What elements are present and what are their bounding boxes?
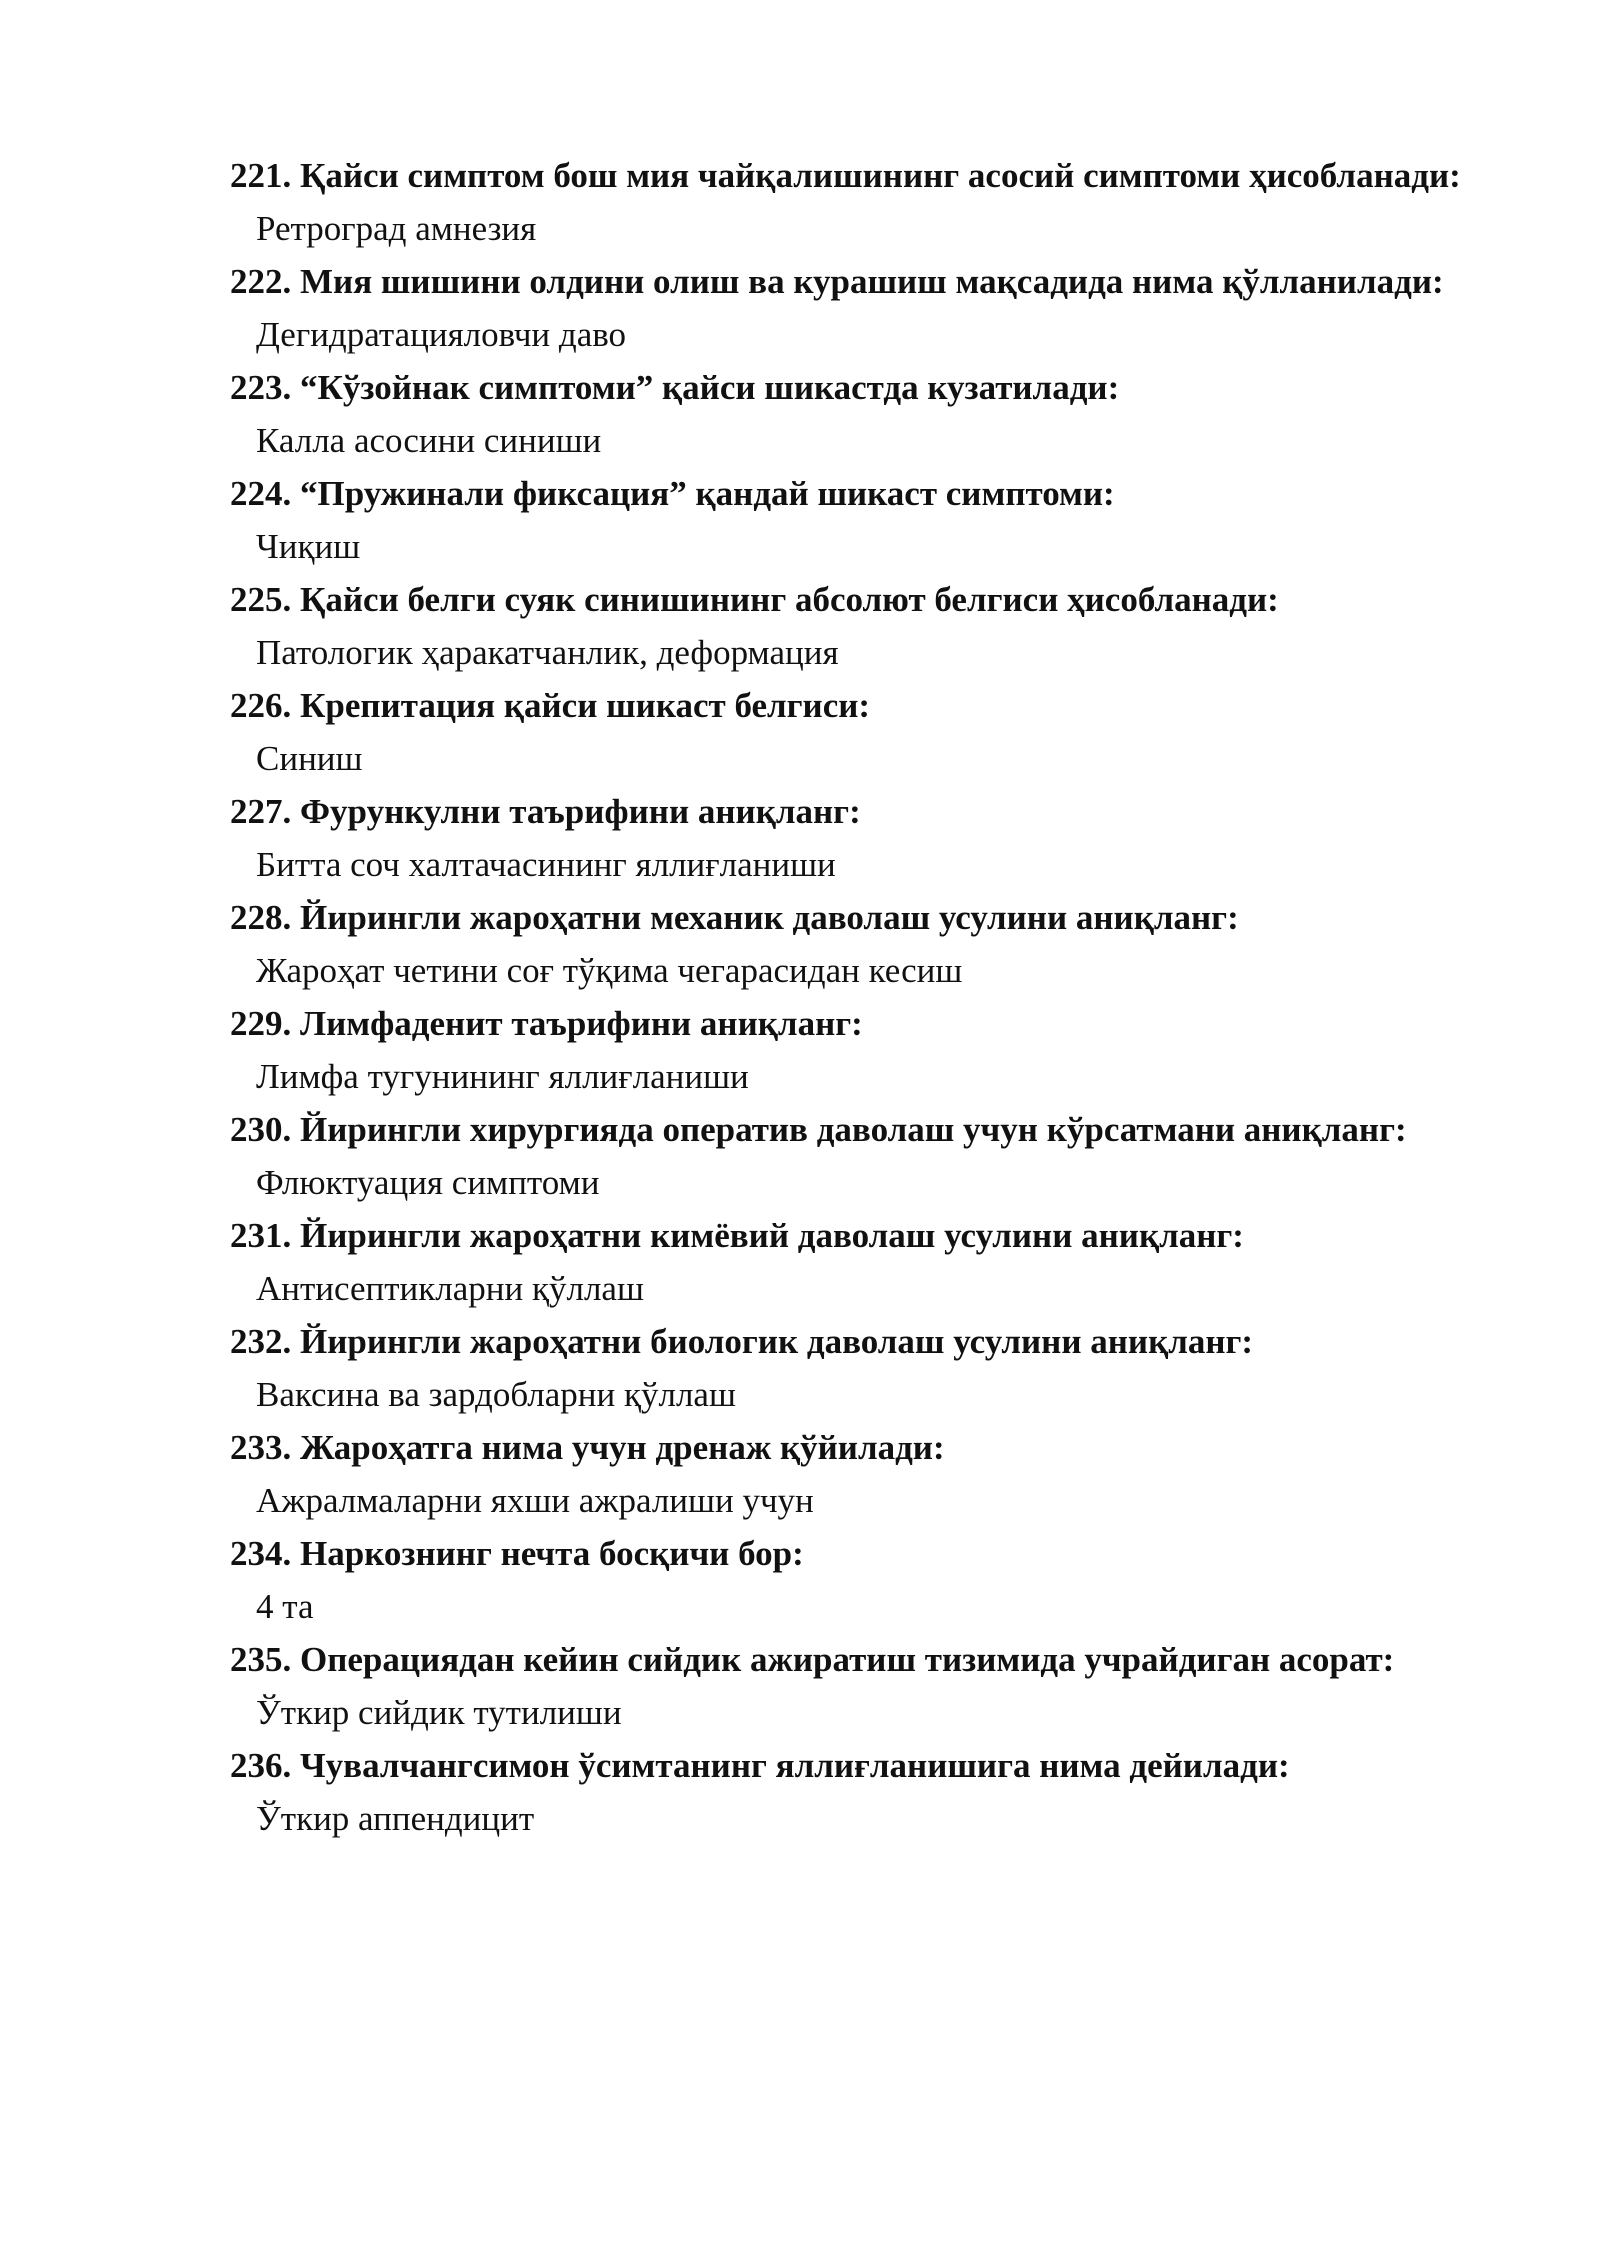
answer-text: Антисептикларни қўллаш — [256, 1269, 644, 1308]
answer-text: Ретроград амнезия — [256, 209, 537, 248]
question-block — [230, 1211, 1560, 1317]
question-block — [230, 681, 1560, 787]
question-text: 226. Крепитация қайси шикаст белгиси: — [230, 686, 871, 725]
question-list — [230, 151, 1560, 1847]
answer-line — [230, 837, 1560, 893]
question-block — [230, 151, 1560, 257]
answer-text: Лимфа тугунининг яллиғланиши — [256, 1057, 749, 1096]
answer-text: Калла асосини синиши — [256, 421, 602, 460]
answer-line — [230, 1791, 1560, 1847]
answer-line — [230, 1579, 1560, 1635]
question-text: 236. Чувалчангсимон ўсимтанинг яллиғланишига нима дейилади: — [230, 1746, 1290, 1785]
question-text: 225. Қайси белги суяк синишининг абсолют белгиси ҳисобланади: — [230, 580, 1279, 619]
answer-line — [230, 943, 1560, 999]
answer-text: Жароҳат четини соғ тўқима чегарасидан кесиш — [256, 951, 963, 990]
answer-text: Ўткир аппендицит — [256, 1799, 535, 1838]
question-block — [230, 1423, 1560, 1529]
answer-line — [230, 519, 1560, 575]
question-text: 229. Лимфаденит таърифини аниқланг: — [230, 1004, 863, 1043]
question-text: 231. Йирингли жароҳатни кимёвий даволаш усулини аниқланг: — [230, 1216, 1244, 1255]
question-block — [230, 1105, 1560, 1211]
question-block — [230, 575, 1560, 681]
answer-line — [230, 1685, 1560, 1741]
question-block — [230, 363, 1560, 469]
answer-text: Дегидратацияловчи даво — [256, 315, 627, 354]
answer-line — [230, 1261, 1560, 1317]
question-block — [230, 999, 1560, 1105]
answer-line — [230, 413, 1560, 469]
answer-text: Чиқиш — [256, 527, 361, 566]
answer-text: Битта соч халтачасининг яллиғланиши — [256, 845, 836, 884]
answer-line — [230, 625, 1560, 681]
question-text: 221. Қайси симптом бош мия чайқалишининг асосий симптоми ҳисобланади: — [230, 156, 1461, 195]
answer-line — [230, 1155, 1560, 1211]
answer-text: Патологик ҳаракатчанлик, деформация — [256, 633, 839, 672]
question-text: 235. Операциядан кейин сийдик ажиратиш тизимида учрайдиган асорат: — [230, 1640, 1395, 1679]
question-text: 222. Мия шишини олдини олиш ва курашиш мақсадида нима қўлланилади: — [230, 262, 1444, 301]
question-block — [230, 1529, 1560, 1635]
question-text: 234. Наркознинг нечта босқичи бор: — [230, 1534, 804, 1573]
answer-line — [230, 1473, 1560, 1529]
answer-text: Флюктуация симптоми — [256, 1163, 600, 1202]
question-text: 228. Йирингли жароҳатни механик даволаш усулини аниқланг: — [230, 898, 1239, 937]
answer-line — [230, 1049, 1560, 1105]
question-block — [230, 1741, 1560, 1847]
answer-line — [230, 307, 1560, 363]
answer-text: Ваксина ва зардобларни қўллаш — [256, 1375, 736, 1414]
question-block — [230, 257, 1560, 363]
question-block — [230, 1635, 1560, 1741]
question-text: 233. Жароҳатга нима учун дренаж қўйилади: — [230, 1428, 945, 1467]
question-text: 230. Йирингли хирургияда оператив даволаш учун кўрсатмани аниқланг: — [230, 1110, 1407, 1149]
question-block — [230, 469, 1560, 575]
question-text: 223. “Кўзойнак симптоми” қайси шикастда кузатилади: — [230, 368, 1120, 407]
question-text: 232. Йирингли жароҳатни биологик даволаш усулини аниқланг: — [230, 1322, 1254, 1361]
question-text: 227. Фурункулни таърифини аниқланг: — [230, 792, 861, 831]
answer-line — [230, 201, 1560, 257]
answer-text: Ўткир сийдик тутилиши — [256, 1693, 622, 1732]
answer-text: 4 та — [256, 1587, 314, 1626]
answer-text: Ажралмаларни яхши ажралиши учун — [256, 1481, 814, 1520]
answer-text: Синиш — [256, 739, 363, 778]
answer-line — [230, 1367, 1560, 1423]
question-block — [230, 893, 1560, 999]
question-block — [230, 787, 1560, 893]
answer-line — [230, 731, 1560, 787]
question-block — [230, 1317, 1560, 1423]
question-text: 224. “Пружинали фиксация” қандай шикаст симптоми: — [230, 474, 1115, 513]
